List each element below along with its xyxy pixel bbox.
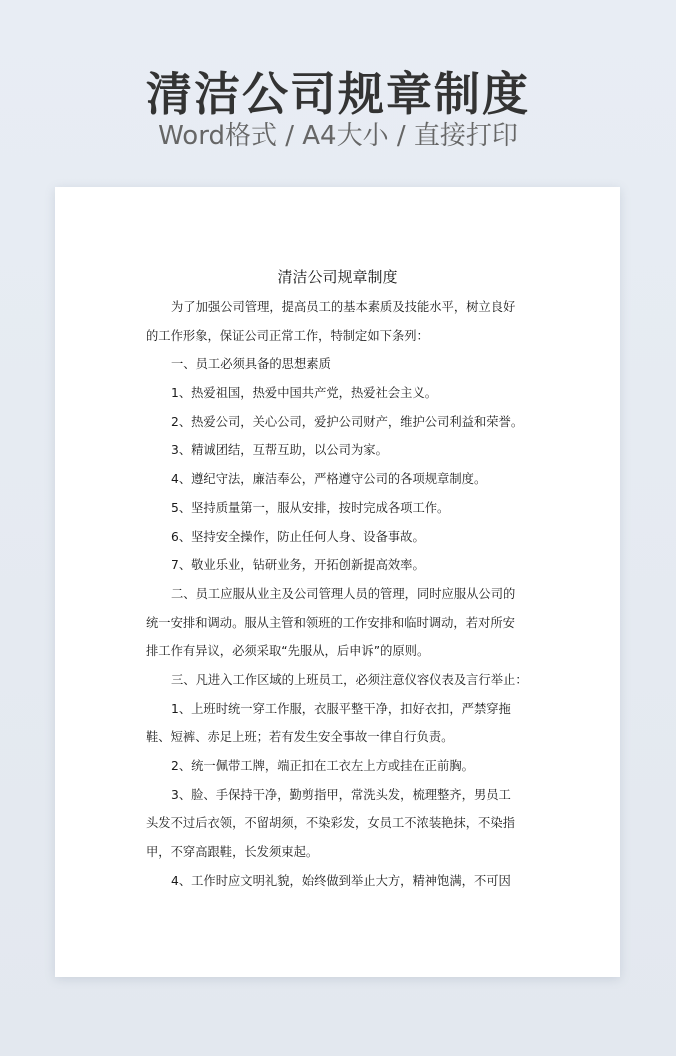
document-line: 三、凡进入工作区域的上班员工，必须注意仪容仪表及言行举止： <box>171 672 528 687</box>
document-line: 6、坚持安全操作，防止任何人身、设备事故。 <box>171 529 425 544</box>
banner-subtitle: Word格式 / A4大小 / 直接打印 <box>158 121 518 151</box>
document-line: 一、员工必须具备的思想素质 <box>171 357 331 372</box>
document-line: 1、热爱祖国，热爱中国共产党，热爱社会主义。 <box>171 386 438 401</box>
document-line: 3、精诚团结，互帮互助，以公司为家。 <box>171 443 388 458</box>
document-line: 的工作形象，保证公司正常工作，特制定如下条列： <box>146 328 429 343</box>
document-title: 清洁公司规章制度 <box>277 268 398 286</box>
document-line: 排工作有异议，必须采取“先服从，后申诉”的原则。 <box>146 644 430 659</box>
document-line: 2、热爱公司，关心公司，爱护公司财产，维护公司利益和荣誉。 <box>171 414 524 429</box>
banner-title: 清洁公司规章制度 <box>146 67 530 121</box>
document-line: 二、员工应服从业主及公司管理人员的管理，同时应服从公司的 <box>171 586 516 601</box>
document-line: 4、工作时应文明礼貌，始终做到举止大方，精神饱满，不可因 <box>171 873 511 888</box>
document-line: 4、遵纪守法，廉洁奉公，严格遵守公司的各项规章制度。 <box>171 472 487 487</box>
document-line: 3、脸、手保持干净，勤剪指甲，常洗头发，梳理整齐，男员工 <box>171 787 511 802</box>
document-line: 7、敬业乐业，钻研业务，开拓创新提高效率。 <box>171 558 425 573</box>
document-line: 统一安排和调动。服从主管和领班的工作安排和临时调动，若对所安 <box>146 615 515 630</box>
document-line: 5、坚持质量第一，服从安排，按时完成各项工作。 <box>171 500 450 515</box>
document-line: 1、上班时统一穿工作服，衣服平整干净，扣好衣扣，严禁穿拖 <box>171 701 511 716</box>
document-page <box>55 187 620 977</box>
document-line: 为了加强公司管理，提高员工的基本素质及技能水平，树立良好 <box>171 300 516 314</box>
document-line: 头发不过后衣领，不留胡须，不染彩发，女员工不浓装艳抹，不染指 <box>146 816 515 831</box>
document-line: 甲，不穿高跟鞋，长发须束起。 <box>146 845 319 860</box>
document-line: 2、统一佩带工牌，端正扣在工衣左上方或挂在正前胸。 <box>171 759 474 773</box>
document-body <box>146 293 536 895</box>
document-line: 鞋、短裤、赤足上班；若有发生安全事故一律自行负责。 <box>146 730 454 745</box>
